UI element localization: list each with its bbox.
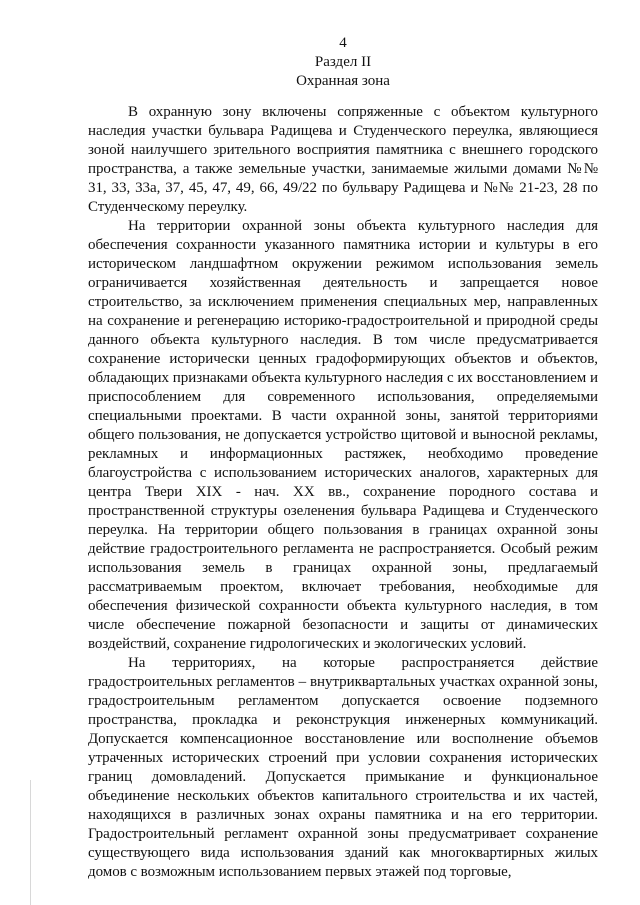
section-subtitle: Охранная зона (296, 73, 390, 89)
page-number: 4 (339, 35, 347, 51)
paragraph-zone-regulations: На территориях, на которые распространяется действие градостроительных регламентов – внутриквартальных участках охранной зоны, градостроительным регламентом допускается освоение подземного пространства, прокладка и реконструкция инженерных коммуникаций. Допускается компенсационное восстановление или восполнение объемов утраченных исторических строений при условии сохранения исторических границ домовладений. Допускается примыкание и функциональное объединение нескольких объектов капитального строительства и их частей, находящихся в различных зонах охраны памятника и на его территории. Градостроительный регламент охранной зоны предусматривает сохранение существующего вида использования зданий как многоквартирных жилых домов с возможным использованием первых этажей под торговые, (88, 655, 598, 880)
paragraph-zone-restrictions: На территории охранной зоны объекта культурного наследия для обеспечения сохранности указанного памятника истории и культуры в его историческом ландшафтном окружении режимом использования земель ограничивается хозяйственная деятельность и запрещается новое строительство, за исключением применения специальных мер, направленных на сохранение и регенерацию историко-градостроительной и природной среды данного объекта культурного наследия. В том числе предусматривается сохранение исторически ценных градоформирующих объектов и объектов, обладающих признаками объекта культурного наследия с их восстановлением и приспособлением для современного использования, определяемыми специальными проектами. В части охранной зоны, занятой территориями общего пользования, не допускается устройство щитовой и выносной рекламы, рекламных и информационных растяжек, необходимо проведение благоустройства с использованием исторических аналогов, характерных для центра Твери XIX - нач. XX вв., сохранение породного состава и пространственной структуры озеленения бульвара Радищева и Студенческого переулка. На территории общего пользования в границах охранной зоны действие градостроительного регламента не распространяется. Особый режим использования земель в границах охранной зоны, предлагаемый рассматриваемым проектом, включает требования, необходимые для обеспечения физической сохранности объекта культурного наследия, в том числе обеспечение пожарной безопасности и защиты от динамических воздействий, сохранение гидрологических и экологических условий. (88, 218, 598, 652)
paragraph-zone-composition: В охранную зону включены сопряженные с объектом культурного наследия участки бульвара Радищева и Студенческого переулка, являющиеся зоной наилучшего зрительного восприятия памятника с внешнего городского пространства, а также земельные участки, занимаемые жилыми домами №№ 31, 33, 33а, 37, 45, 47, 49, 66, 49/22 по бульвару Радищева и №№ 21-23, 28 по Студенческому переулку. (88, 104, 598, 215)
scan-edge-line (30, 780, 31, 905)
body-text (88, 103, 598, 882)
section-title: Раздел II (314, 54, 372, 70)
